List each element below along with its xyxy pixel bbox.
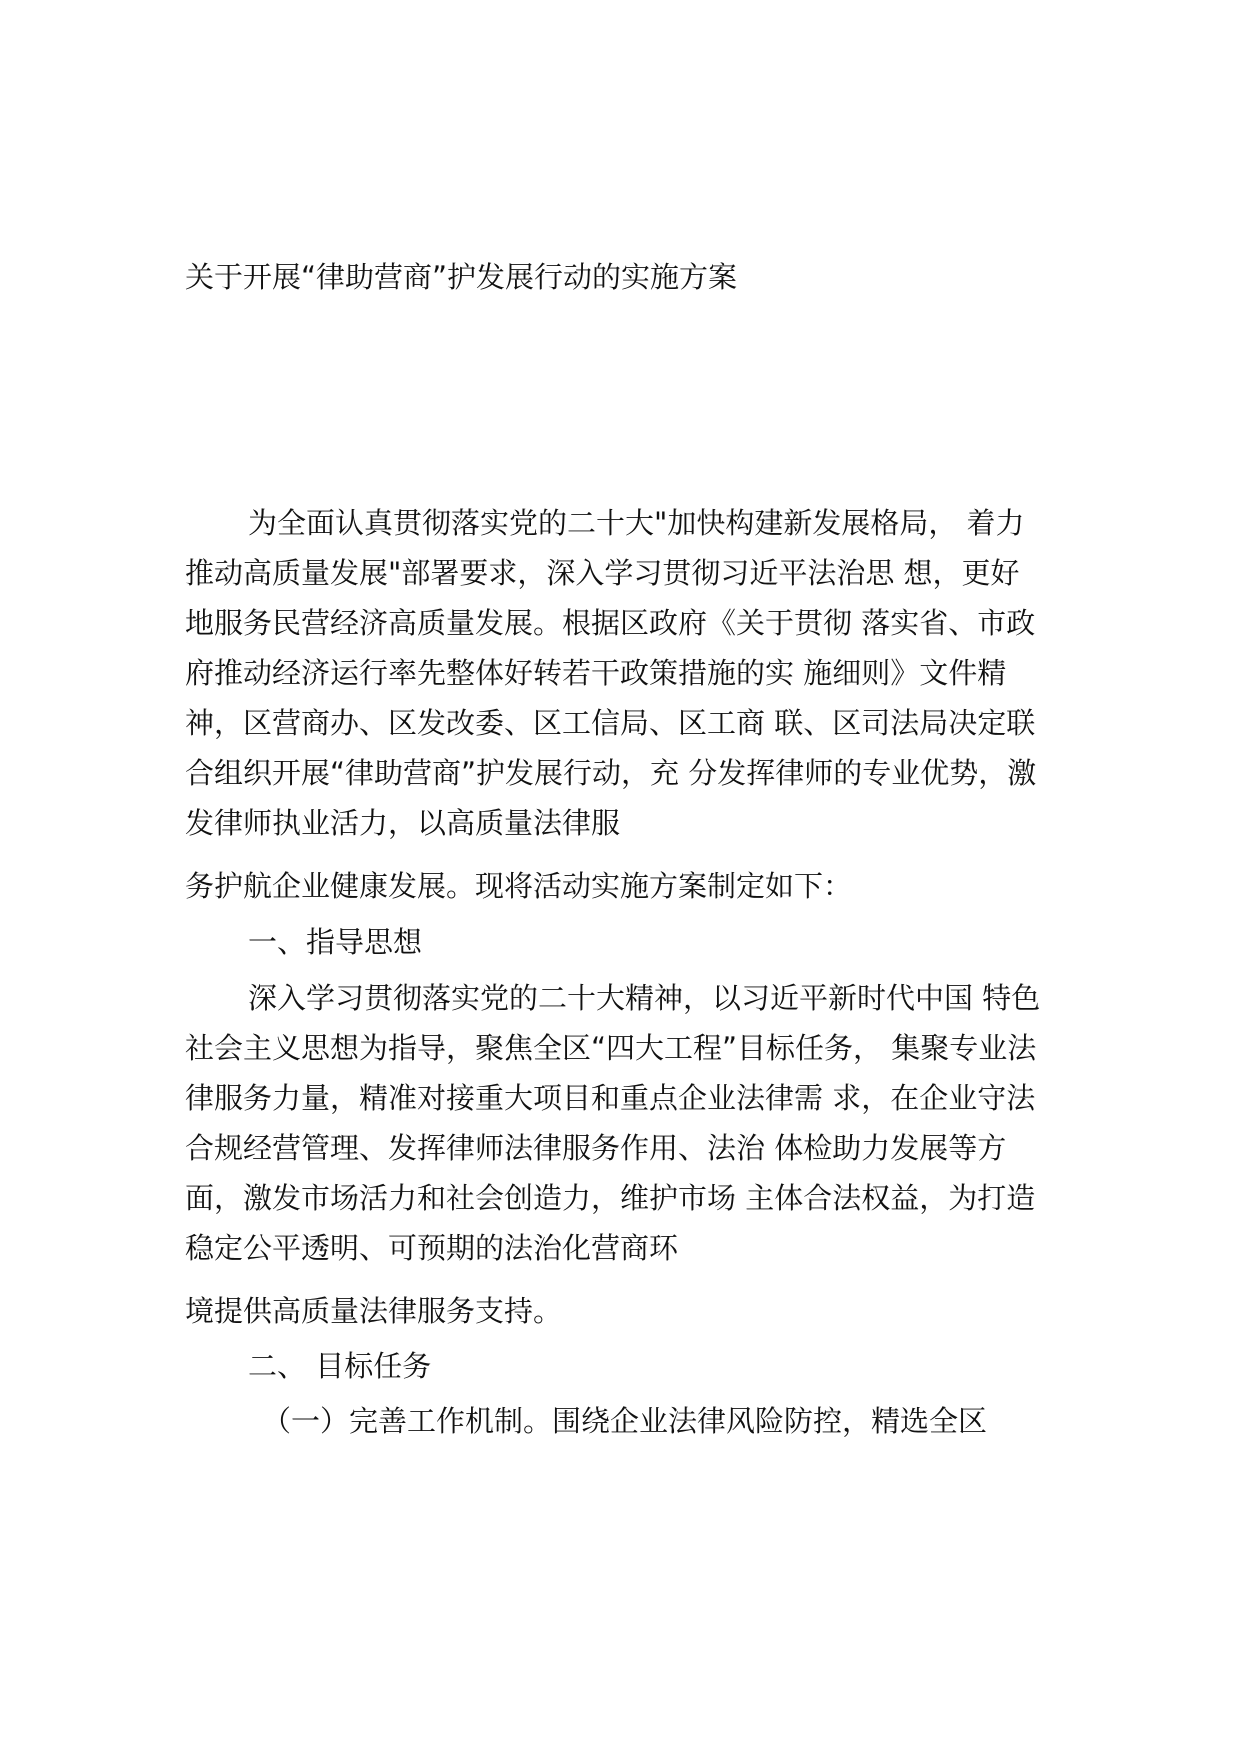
section-heading: 一、指导思想 — [248, 925, 423, 959]
paragraph-line: 境提供高质量法律服务支持。 — [185, 1294, 563, 1328]
paragraph-line: （一）完善工作机制。围绕企业法律风险防控，精选全区 — [262, 1404, 988, 1438]
paragraph-line: 社会主义思想为指导，聚焦全区“四大工程”目标任务， 集聚专业法 — [185, 1031, 1037, 1065]
paragraph-line: 为全面认真贯彻落实党的二十大"加快构建新发展格局， 着力 — [248, 506, 1025, 540]
document-title: 关于开展“律助营商”护发展行动的实施方案 — [185, 260, 738, 294]
paragraph-line: 推动高质量发展"部署要求，深入学习贯彻习近平法治思 想，更好 — [185, 556, 1020, 590]
paragraph-line: 深入学习贯彻落实党的二十大精神，以习近平新时代中国 特色 — [248, 981, 1041, 1015]
section-heading: 二、 目标任务 — [248, 1349, 432, 1383]
paragraph-line: 府推动经济运行率先整体好转若干政策措施的实 施细则》文件精 — [185, 656, 1007, 690]
paragraph-line: 发律师执业活力，以高质量法律服 — [185, 806, 621, 840]
paragraph-line: 面，激发市场活力和社会创造力，维护市场 主体合法权益，为打造 — [185, 1181, 1036, 1215]
paragraph-line: 地服务民营经济高质量发展。根据区政府《关于贯彻 落实省、市政 — [185, 606, 1036, 640]
paragraph-line: 合规经营管理、发挥律师法律服务作用、法治 体检助力发展等方 — [185, 1131, 1007, 1165]
paragraph-line: 稳定公平透明、可预期的法治化营商环 — [185, 1231, 679, 1265]
paragraph-line: 律服务力量，精准对接重大项目和重点企业法律需 求，在企业守法 — [185, 1081, 1036, 1115]
paragraph-line: 神，区营商办、区发改委、区工信局、区工商 联、区司法局决定联 — [185, 706, 1036, 740]
paragraph-line: 合组织开展“律助营商”护发展行动，充 分发挥律师的专业优势，激 — [185, 756, 1037, 790]
paragraph-line: 务护航企业健康发展。现将活动实施方案制定如下： — [185, 869, 853, 903]
